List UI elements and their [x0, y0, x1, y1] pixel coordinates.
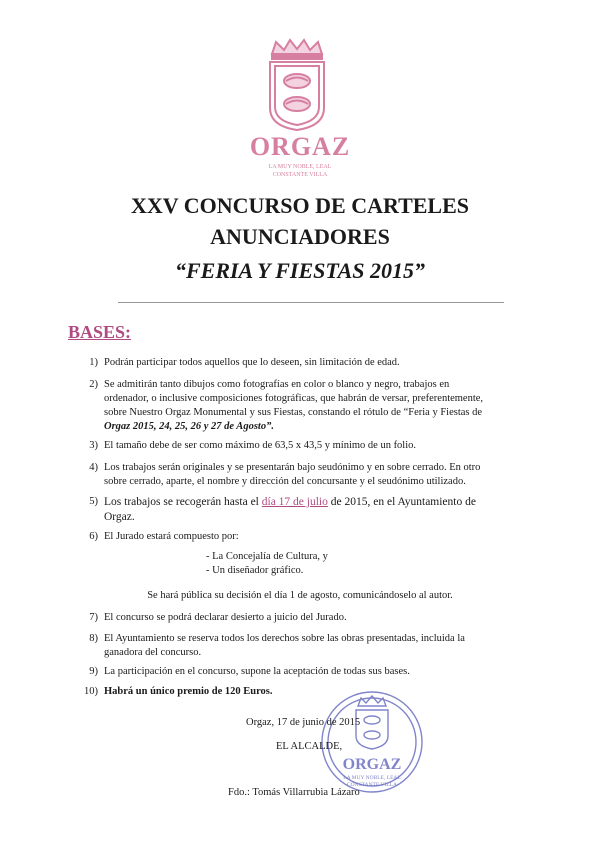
- stamp-brand: ORGAZ: [342, 756, 402, 773]
- title-line-2: ANUNCIADORES: [210, 224, 390, 249]
- jury-note: Se hará pública su decisión el día 1 de agosto, comunicándoselo al autor.: [147, 590, 453, 601]
- jury-member-2: - Un diseñador gráfico.: [206, 565, 304, 576]
- brand-subtitle: LA MUY NOBLE, LEAL CONSTANTE VILLA: [268, 164, 332, 178]
- stamp-subtitle: LA MUY NOBLE, LEAL CONSTANTE VILLA: [343, 775, 401, 788]
- jury-member-1: - La Concejalía de Cultura, y: [206, 551, 328, 562]
- place-date: Orgaz, 17 de junio de 2015: [246, 717, 361, 728]
- title-line-3: “FERIA Y FIESTAS 2015”: [174, 258, 426, 283]
- deadline-highlight: día 17 de julio: [261, 496, 328, 508]
- signatory-role: EL ALCALDE,: [276, 741, 343, 752]
- brand-name: ORGAZ: [249, 132, 351, 161]
- bases-heading: BASES:: [68, 322, 132, 342]
- divider: [118, 302, 504, 303]
- signatory-name: Fdo.: Tomás Villarrubia Lázaro: [228, 787, 360, 798]
- title-line-1: XXV CONCURSO DE CARTELES: [130, 193, 470, 218]
- orgaz-crest-logo: [262, 38, 332, 133]
